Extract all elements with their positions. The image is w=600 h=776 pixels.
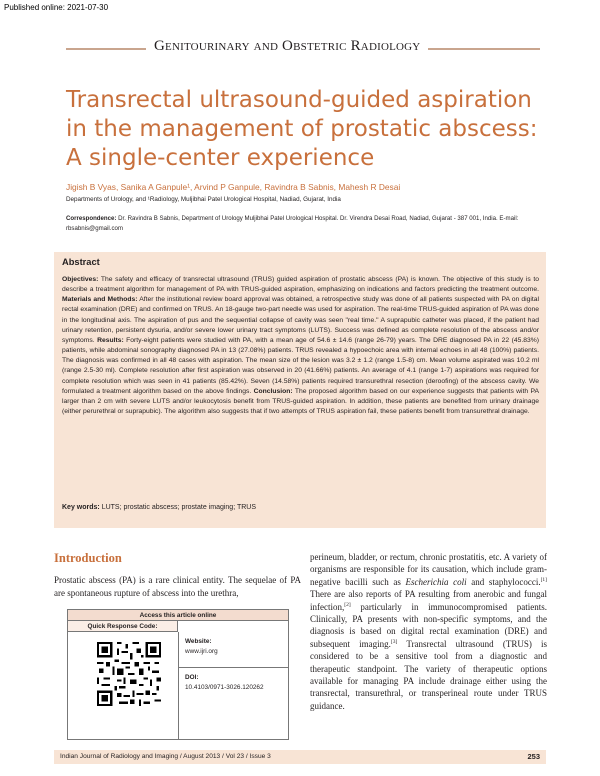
keywords-text: LUTS; prostatic abscess; prostate imaging; TRUS: [101, 504, 257, 511]
objectives-text: The safety and efficacy of transrectal ultrasound (TRUS) guided aspiration of prostatic abscess (PA) is known. The objective of this study is to describe a treatment algorithm for management of PA with TRUS-guided aspiration, emphasizing on indications and factors predicting the treatment outcome.: [62, 276, 539, 294]
section-banner: [66, 34, 540, 65]
doi-label: DOI:: [185, 674, 199, 681]
doi-link[interactable]: 10.4103/0971-3026.120262: [185, 684, 264, 691]
rc-part-a: perineum, bladder, or rectum, chronic prostatitis, etc. A variety of organisms are responsible for its causation, which include gram-negative bacilli such as: [310, 552, 547, 587]
access-article-box: [67, 609, 289, 740]
reference-3[interactable]: [3]: [390, 638, 398, 645]
access-box-divider: [178, 632, 179, 739]
reference-1[interactable]: [1]: [540, 576, 547, 583]
results-text: Forty-eight patients were studied with PA, with a mean age of 54.6 ± 14.6 (range 26-79) years. The DRE diagnosed PA in 22 (45.83%) patients, while abdominal sonography diagnosed PA in 13 (27.08%) patients. TRUS revealed a hypoechoic area with internal echoes in all 48 (100%) patients. The diagnosis was confirmed in all 48 cases with aspiration. The mean size of the lesion was 3.2 ± 1.2 (range 1.5-8) cm. Mean volume aspirated was 10.2 ml (range 2.5-30 ml). Complete resolution after first aspiration was observed in 20 (41.66%) patients. An average of 4.1 (range 1-7) aspirations was required for complete resolution which was seen in 41 patients (85.42%). Seven (14.58%) patients required transurethral resection (deroofing) of the abscess cavity. We formulated a treatment algorithm based on the above findings.: [62, 336, 539, 395]
affiliation: Departments of Urology, and ¹Radiology, Muljibhai Patel Urological Hospital, Nadiad, Gujarat, India: [66, 196, 341, 203]
introduction-heading: Introduction: [54, 551, 122, 565]
footer-journal: Indian Journal of Radiology and Imaging / August 2013 / Vol 23 / Issue 3: [60, 753, 271, 760]
introduction-text: Prostatic abscess (PA) is a rare clinical entity. The sequelae of PA are spontaneous rupture of abscess into the urethra,: [54, 575, 301, 598]
rc-part-e: Transrectal ultrasound (TRUS) is considered to be a sensitive tool from a diagnostic and therapeutic standpoint. The variety of therapeutic options available for managing PA include drainage either using the transrectal, transurethral, or transperineal route under TRUS guidance.: [310, 638, 547, 711]
footer-bar: [54, 750, 546, 764]
rc-part-b: and staphylococci.: [466, 576, 541, 587]
rc-part-c: There are also reports of PA resulting from anerobic and fungal infection,: [310, 589, 547, 612]
website-label: Website:: [185, 638, 212, 645]
abstract-box: [54, 252, 546, 528]
access-box-hdivider: [178, 667, 288, 668]
correspondence-label: Correspondence:: [66, 215, 117, 222]
correspondence: [66, 214, 536, 233]
published-date: Published online: 2021-07-30: [4, 3, 109, 12]
website-link[interactable]: www.ijri.org: [185, 648, 218, 655]
reference-2[interactable]: [2]: [344, 601, 351, 608]
qr-label: Quick Response Code:: [68, 621, 178, 632]
methods-label: Materials and Methods:: [62, 296, 138, 304]
abstract-heading: Abstract: [62, 257, 100, 267]
keywords: [62, 504, 256, 511]
rc-part-d: particularly in immunocompromised patients. Clinically, PA presents with non-specific symptoms, and the diagnosis is based on digital rectal examination (DRE) and subsequent imaging.: [310, 601, 547, 649]
authors: Jigish B Vyas, Sanika A Ganpule¹, Arvind P Ganpule, Ravindra B Sabnis, Mahesh R Desai: [66, 182, 401, 192]
conclusion-label: Conclusion:: [253, 387, 293, 395]
right-column-text: [310, 551, 547, 712]
section-label: Genitourinary and Obstetric Radiology: [146, 38, 428, 55]
conclusion-text: The proposed algorithm based on our experience suggests that patients with PA larger than 2 cm with severe LUTS and/or leukocytosis benefit from TRUS-guided aspiration. In addition, these patients are benefited from urinary drainage (either perurethral or suprapubic). The algorithm also suggests that if two attempts of TRUS aspiration fail, these patients benefit from transurethral drainage.: [62, 387, 539, 416]
results-label: Results:: [97, 336, 124, 344]
objectives-label: Objectives:: [62, 276, 99, 283]
correspondence-text: Dr. Ravindra B Sabnis, Department of Urology Muljibhai Patel Urological Hospital. Dr. Virendra Desai Road, Nadiad, Gujarat - 387 001, India. E-mail: rbsabnis@gmail.com: [66, 215, 519, 232]
abstract-body: [62, 275, 539, 417]
qr-code-icon[interactable]: [97, 642, 161, 706]
access-box-title: Access this article online: [68, 610, 288, 621]
methods-text: After the institutional review board approval was obtained, a retrospective study was done of all patients suspected with PA on digital rectal examination (DRE) and confirmed on TRUS. An 18-gauge two-part needle was used for aspiration. The real-time TRUS-guided aspiration of PA was done in the longitudinal axis. The aspiration of pus and the sequential collapse of cavity was seen "real time." A suprapubic catheter was placed, if the patient had urinary retention, persistent dysuria, and/or severe lower urinary tract symptoms (LUTS). Success was defined as complete resolution of the abscess and/or symptoms.: [62, 296, 539, 344]
article-title: Transrectal ultrasound-guided aspiration in the management of prostatic abscess: A single-center experience: [66, 87, 538, 171]
rc-italic-ecoli: Escherichia coli: [405, 576, 467, 587]
page-number: 253: [527, 752, 540, 761]
keywords-label: Key words:: [62, 504, 100, 511]
